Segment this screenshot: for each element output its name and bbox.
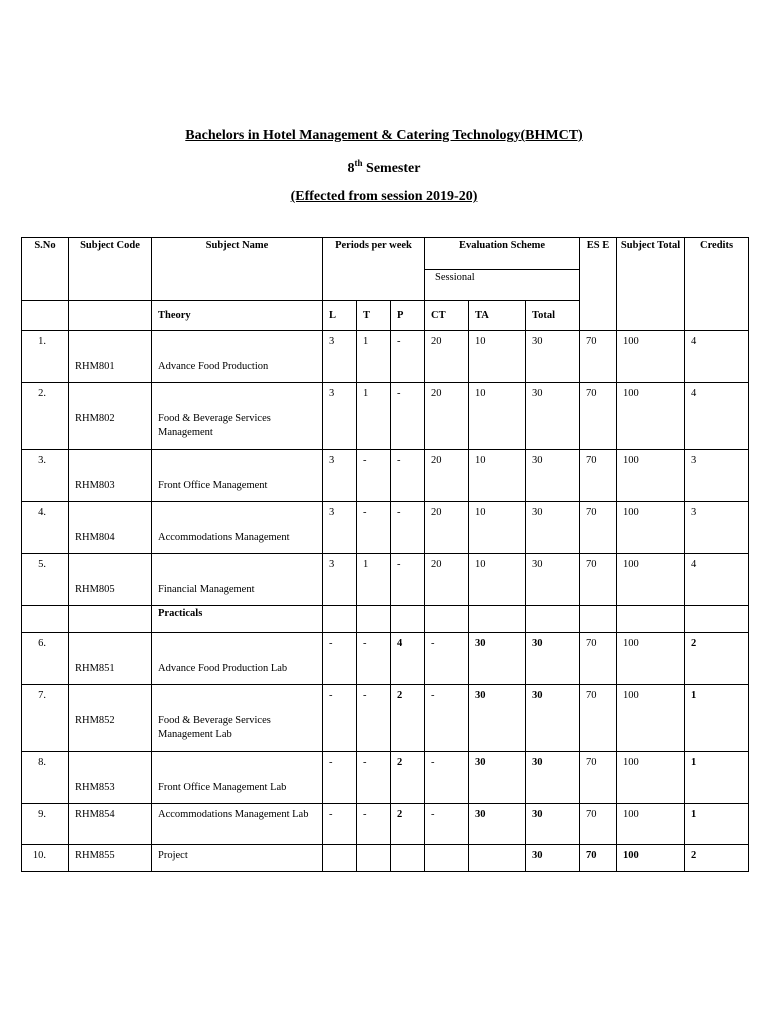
- credits-cell: 4: [685, 383, 749, 450]
- table-row: [22, 450, 749, 502]
- subject-code-cell: RHM854: [69, 804, 152, 845]
- l-cell: 3: [323, 331, 357, 383]
- l-header: L: [323, 301, 357, 331]
- ct-cell: 20: [425, 502, 469, 554]
- subject-total-header: Subject Total: [617, 238, 685, 331]
- subject-name-cell: Accommodations Management Lab: [152, 804, 323, 845]
- p-cell: 2: [391, 804, 425, 845]
- ta-cell: 10: [469, 554, 526, 606]
- document-title: Bachelors in Hotel Management & Catering Technology(BHMCT): [185, 128, 583, 143]
- ese-header: ES E: [580, 238, 617, 331]
- subject-total-cell: 100: [617, 450, 685, 502]
- credits-cell: 3: [685, 450, 749, 502]
- table-row: [22, 502, 749, 554]
- subject-code-cell: RHM802: [69, 383, 152, 450]
- evaluation-scheme-header: Evaluation Scheme: [425, 238, 580, 270]
- subject-total-cell: 100: [617, 633, 685, 685]
- subject-name-cell: Food & Beverage Services Management: [152, 383, 323, 450]
- ese-cell: 70: [580, 383, 617, 450]
- subject-code-cell: RHM803: [69, 450, 152, 502]
- empty-cell: [357, 606, 391, 633]
- ta-cell: 30: [469, 633, 526, 685]
- scheme-table: [21, 237, 749, 872]
- table-row: [22, 331, 749, 383]
- ese-cell: 70: [580, 633, 617, 685]
- empty-cell: [391, 845, 425, 872]
- credits-cell: 2: [685, 633, 749, 685]
- total-cell: 30: [526, 752, 580, 804]
- l-cell: -: [323, 685, 357, 752]
- subject-name-cell: Advance Food Production Lab: [152, 633, 323, 685]
- subject-total-cell: 100: [617, 804, 685, 845]
- table-row: [22, 752, 749, 804]
- ese-cell: 70: [580, 331, 617, 383]
- table-row: [22, 845, 749, 872]
- subject-total-cell: 100: [617, 685, 685, 752]
- ct-cell: 20: [425, 331, 469, 383]
- ese-cell: 70: [580, 450, 617, 502]
- p-cell: -: [391, 450, 425, 502]
- t-cell: -: [357, 752, 391, 804]
- ct-cell: 20: [425, 554, 469, 606]
- subject-code-cell: RHM855: [69, 845, 152, 872]
- subject-name-cell: Project: [152, 845, 323, 872]
- theory-label: Theory: [152, 301, 323, 331]
- l-cell: 3: [323, 450, 357, 502]
- empty-cell: [22, 606, 69, 633]
- t-cell: -: [357, 502, 391, 554]
- subject-total-cell: 100: [617, 752, 685, 804]
- l-cell: -: [323, 752, 357, 804]
- l-cell: 3: [323, 383, 357, 450]
- ta-cell: 30: [469, 685, 526, 752]
- ta-cell: 10: [469, 450, 526, 502]
- ct-cell: 20: [425, 383, 469, 450]
- empty-cell: [617, 606, 685, 633]
- session-heading: (Effected from session 2019-20): [290, 189, 478, 204]
- ese-cell: 70: [580, 685, 617, 752]
- empty-cell: [22, 301, 69, 331]
- empty-cell: [69, 301, 152, 331]
- credits-cell: 1: [685, 752, 749, 804]
- table-row: [22, 804, 749, 845]
- t-cell: -: [357, 804, 391, 845]
- t-cell: 1: [357, 554, 391, 606]
- sno-header: S.No: [22, 238, 69, 301]
- subject-code-cell: RHM851: [69, 633, 152, 685]
- credits-cell: 4: [685, 331, 749, 383]
- credits-cell: 3: [685, 502, 749, 554]
- ese-cell: 70: [580, 502, 617, 554]
- sno-cell: 3.: [22, 450, 69, 502]
- ct-cell: -: [425, 633, 469, 685]
- subject-code-cell: RHM805: [69, 554, 152, 606]
- subject-code-cell: RHM801: [69, 331, 152, 383]
- p-cell: -: [391, 502, 425, 554]
- subject-total-cell: 100: [617, 383, 685, 450]
- total-cell: 30: [526, 633, 580, 685]
- subject-total-cell: 100: [617, 502, 685, 554]
- empty-cell: [469, 845, 526, 872]
- practicals-section-row: [22, 606, 749, 633]
- ta-cell: 30: [469, 752, 526, 804]
- subject-name-cell: Advance Food Production: [152, 331, 323, 383]
- l-cell: 3: [323, 554, 357, 606]
- l-cell: 3: [323, 502, 357, 554]
- p-cell: 4: [391, 633, 425, 685]
- subject-total-cell: 100: [617, 554, 685, 606]
- ta-cell: 10: [469, 331, 526, 383]
- empty-cell: [357, 845, 391, 872]
- t-cell: 1: [357, 331, 391, 383]
- credits-cell: 4: [685, 554, 749, 606]
- total-cell: 30: [526, 502, 580, 554]
- empty-cell: [685, 606, 749, 633]
- sno-cell: 5.: [22, 554, 69, 606]
- p-cell: -: [391, 331, 425, 383]
- sno-cell: 7.: [22, 685, 69, 752]
- sno-cell: 1.: [22, 331, 69, 383]
- p-cell: 2: [391, 752, 425, 804]
- sno-cell: 2.: [22, 383, 69, 450]
- total-cell: 30: [526, 331, 580, 383]
- empty-cell: [323, 845, 357, 872]
- ese-cell: 70: [580, 845, 617, 872]
- subject-name-cell: Financial Management: [152, 554, 323, 606]
- subject-total-cell: 100: [617, 845, 685, 872]
- subject-code-header: Subject Code: [69, 238, 152, 301]
- ct-cell: -: [425, 804, 469, 845]
- sno-cell: 8.: [22, 752, 69, 804]
- ct-cell: -: [425, 752, 469, 804]
- sno-cell: 4.: [22, 502, 69, 554]
- ct-cell: 20: [425, 450, 469, 502]
- ta-cell: 30: [469, 804, 526, 845]
- p-header: P: [391, 301, 425, 331]
- l-cell: -: [323, 633, 357, 685]
- empty-cell: [469, 606, 526, 633]
- credits-cell: 1: [685, 685, 749, 752]
- sno-cell: 6.: [22, 633, 69, 685]
- subject-code-cell: RHM853: [69, 752, 152, 804]
- ta-header: TA: [469, 301, 526, 331]
- ese-cell: 70: [580, 752, 617, 804]
- total-cell: 30: [526, 383, 580, 450]
- empty-cell: [425, 845, 469, 872]
- subject-name-cell: Front Office Management Lab: [152, 752, 323, 804]
- subject-name-cell: Front Office Management: [152, 450, 323, 502]
- subject-code-cell: RHM804: [69, 502, 152, 554]
- ta-cell: 10: [469, 383, 526, 450]
- credits-cell: 2: [685, 845, 749, 872]
- ta-cell: 10: [469, 502, 526, 554]
- empty-cell: [526, 606, 580, 633]
- total-header: Total: [526, 301, 580, 331]
- empty-cell: [580, 606, 617, 633]
- subject-total-cell: 100: [617, 331, 685, 383]
- subject-name-cell: Accommodations Management: [152, 502, 323, 554]
- p-cell: -: [391, 554, 425, 606]
- table-row: [22, 554, 749, 606]
- ese-cell: 70: [580, 804, 617, 845]
- empty-cell: [69, 606, 152, 633]
- sno-cell: 10.: [22, 845, 69, 872]
- periods-header: Periods per week: [323, 238, 425, 301]
- practicals-label: Practicals: [152, 606, 323, 633]
- total-cell: 30: [526, 450, 580, 502]
- subject-code-cell: RHM852: [69, 685, 152, 752]
- total-cell: 30: [526, 804, 580, 845]
- t-cell: -: [357, 685, 391, 752]
- ct-cell: -: [425, 685, 469, 752]
- subject-name-cell: Food & Beverage Services Management Lab: [152, 685, 323, 752]
- header-row-1: [22, 238, 749, 270]
- empty-cell: [425, 606, 469, 633]
- table-row: [22, 685, 749, 752]
- empty-cell: [323, 606, 357, 633]
- t-cell: -: [357, 633, 391, 685]
- sessional-header: Sessional: [425, 270, 580, 301]
- sno-cell: 9.: [22, 804, 69, 845]
- t-cell: -: [357, 450, 391, 502]
- total-cell: 30: [526, 554, 580, 606]
- credits-cell: 1: [685, 804, 749, 845]
- total-cell: 30: [526, 845, 580, 872]
- t-header: T: [357, 301, 391, 331]
- p-cell: -: [391, 383, 425, 450]
- table-row: [22, 633, 749, 685]
- l-cell: -: [323, 804, 357, 845]
- empty-cell: [391, 606, 425, 633]
- ese-cell: 70: [580, 554, 617, 606]
- ct-header: CT: [425, 301, 469, 331]
- semester-heading: 8th Semester: [347, 158, 421, 176]
- t-cell: 1: [357, 383, 391, 450]
- table-row: [22, 383, 749, 450]
- total-cell: 30: [526, 685, 580, 752]
- p-cell: 2: [391, 685, 425, 752]
- credits-header: Credits: [685, 238, 749, 331]
- subject-name-header: Subject Name: [152, 238, 323, 301]
